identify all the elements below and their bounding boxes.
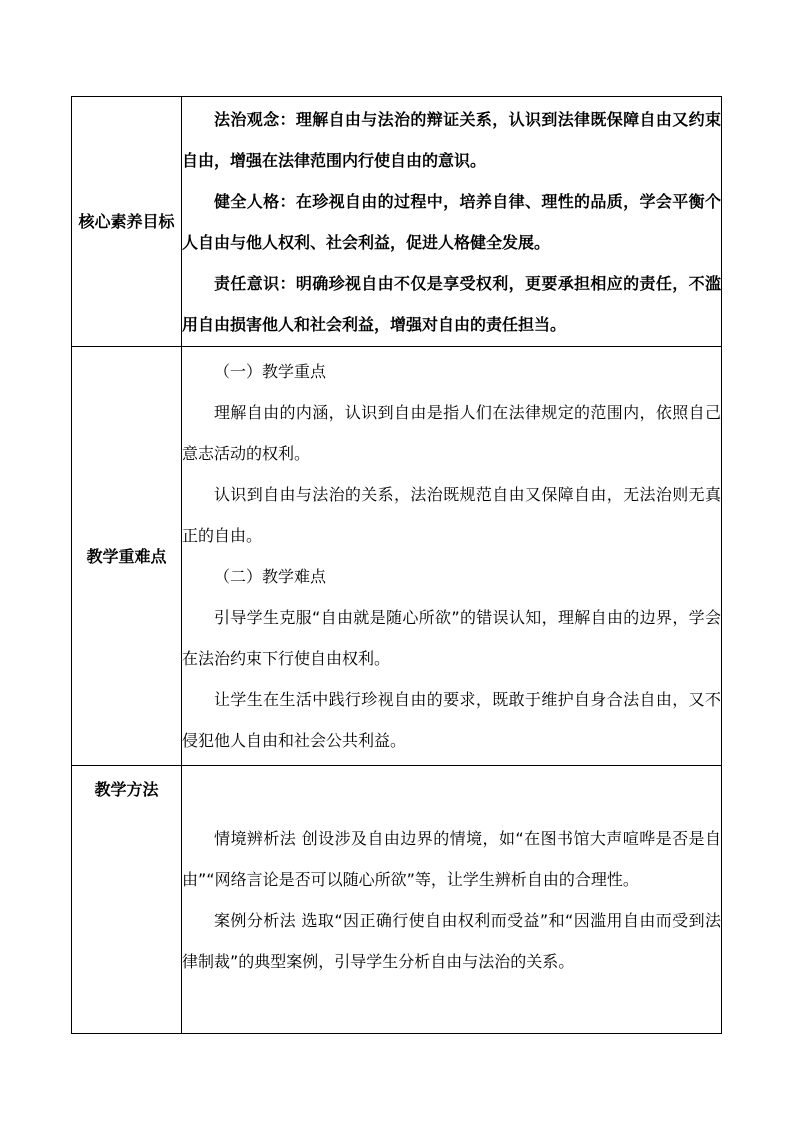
paragraph-responsibility: 责任意识：明确珍视自由不仅是享受权利，更要承担相应的责任，不滥用自由损害他人和社会利益，增强对自由的责任担当。 [182,273,721,334]
table-row-teaching-method [72,766,722,1034]
paragraph-key-point-1: 理解自由的内涵，认识到自由是指人们在法律规定的范围内，依照自己意志活动的权利。 [182,403,721,463]
core-literacy-content [182,97,722,347]
row-label-core-literacy: 核心素养目标 [72,97,182,347]
paragraph-difficult-point-2: 让学生在生活中践行珍视自由的要求，既敢于维护自身合法自由，又不侵犯他人自由和社会公共利益。 [182,690,721,750]
paragraph-key-point-2: 认识到自由与法治的关系，法治既规范自由又保障自由，无法治则无真正的自由。 [182,485,721,545]
heading-difficult-point: （二）教学难点 [214,567,327,586]
heading-key-point: （一）教学重点 [214,362,327,381]
teaching-method-content [182,766,722,1034]
paragraph-rule-of-law: 法治观念：理解自由与法治的辩证关系，认识到法律既保障自由又约束自由，增强在法律范围内行使自由的意识。 [182,109,721,170]
row-label-key-points: 教学重难点 [72,347,182,766]
key-points-content [182,347,722,766]
paragraph-personality: 健全人格：在珍视自由的过程中，培养自律、理性的品质，学会平衡个人自由与他人权利、社会利益，促进人格健全发展。 [182,191,721,252]
lesson-plan-table [71,96,722,1034]
row-label-teaching-method: 教学方法 [72,766,182,1034]
paragraph-difficult-point-1: 引导学生克服“自由就是随心所欲”的错误认知，理解自由的边界，学会在法治约束下行使自由权利。 [182,608,721,668]
table-row-key-points [72,347,722,766]
paragraph-case-method: 案例分析法 选取“因正确行使自由权利而受益”和“因滥用自由而受到法律制裁”的典型案例，引导学生分析自由与法治的关系。 [182,910,721,971]
paragraph-scenario-method: 情境辨析法 创设涉及自由边界的情境，如“在图书馆大声喧哗是否是自由”“网络言论是否可以随心所欲”等，让学生辨析自由的合理性。 [182,828,721,889]
table-row-core-literacy [72,97,722,347]
